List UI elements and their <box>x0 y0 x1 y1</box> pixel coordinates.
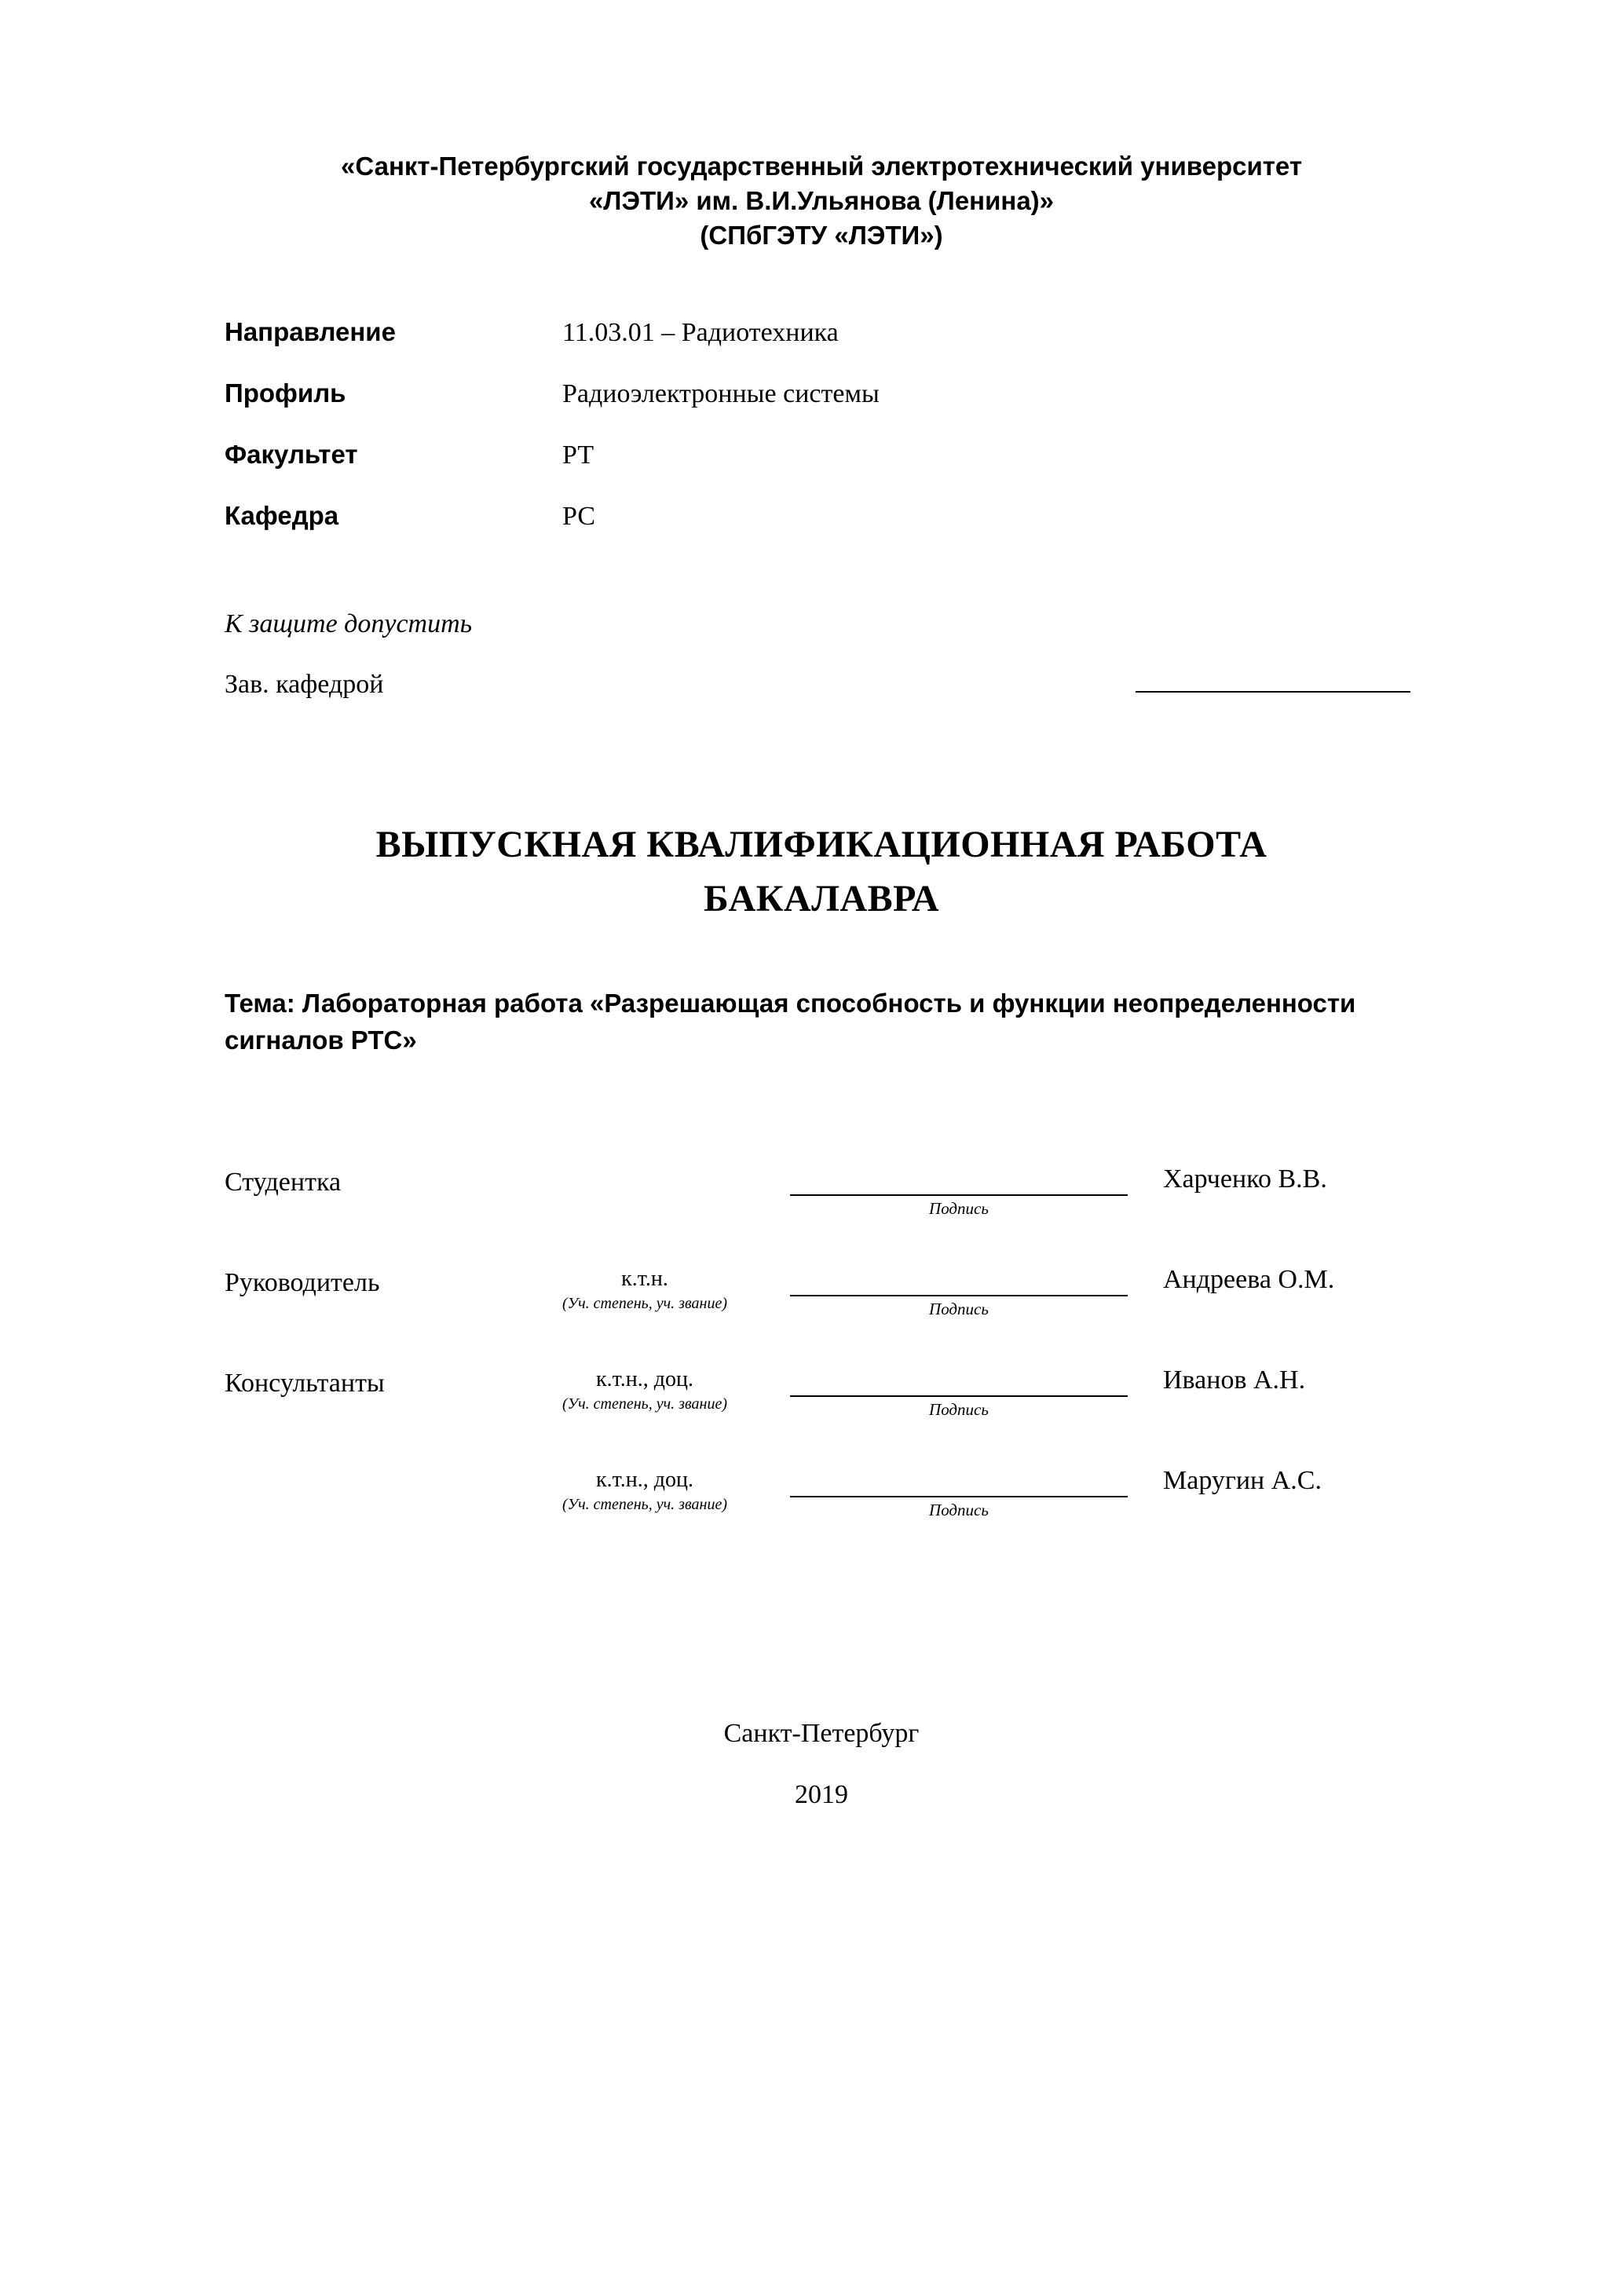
signature-name-consultant-2: Маругин А.С. <box>1163 1465 1322 1495</box>
signature-degree-note-consultant-2: (Уч. степень, уч. звание) <box>562 1495 727 1513</box>
signature-caption-supervisor: Подпись <box>929 1299 989 1318</box>
info-value-faculty: РТ <box>562 440 594 470</box>
signature-role-student: Студентка <box>225 1167 342 1197</box>
signature-line-consultant-2 <box>790 1463 1128 1497</box>
signature-block <box>225 1161 1418 1563</box>
signature-caption-consultant-1: Подпись <box>929 1399 989 1419</box>
signature-line-wrap-supervisor <box>790 1262 1128 1319</box>
info-label-profile: Профиль <box>225 378 346 408</box>
signature-caption-student: Подпись <box>929 1198 989 1218</box>
university-header-line-2: «ЛЭТИ» им. В.И.Ульянова (Ленина)» <box>588 185 1055 215</box>
info-row-faculty <box>225 440 1418 501</box>
page-footer <box>225 1720 1418 1808</box>
info-label-department: Кафедра <box>225 500 339 530</box>
thesis-theme: Тема: Лабораторная работа «Разрешающая способность и функции неопределенности сигналов РТС» <box>225 988 1356 1055</box>
signature-name-supervisor: Андреева О.М. <box>1163 1264 1335 1294</box>
admission-head-label: Зав. кафедрой <box>225 669 384 699</box>
program-info-block <box>225 317 1418 562</box>
signature-row-student <box>225 1161 1418 1262</box>
signature-line-supervisor <box>790 1262 1128 1296</box>
page-content <box>225 0 1418 1808</box>
signature-caption-consultant-2: Подпись <box>929 1500 989 1519</box>
info-label-direction: Направление <box>225 316 396 346</box>
signature-role-supervisor: Руководитель <box>225 1267 380 1297</box>
footer-city: Санкт-Петербург <box>723 1718 920 1748</box>
signature-row-consultant-2 <box>225 1463 1418 1563</box>
signature-degree-note-consultant-1: (Уч. степень, уч. звание) <box>562 1395 727 1413</box>
admission-note: К защите допустить <box>225 609 473 638</box>
signature-row-consultant-1 <box>225 1362 1418 1463</box>
info-value-direction: 11.03.01 – Радиотехника <box>562 317 839 347</box>
signature-line-wrap-consultant-2 <box>790 1463 1128 1520</box>
info-label-faculty: Факультет <box>225 439 358 469</box>
admission-head-row <box>225 667 1418 700</box>
signature-row-supervisor <box>225 1262 1418 1362</box>
document-title-line-2: БАКАЛАВРА <box>703 878 940 920</box>
signature-degree-note-supervisor: (Уч. степень, уч. звание) <box>562 1294 727 1312</box>
university-header-line-3: (СПбГЭТУ «ЛЭТИ») <box>700 220 943 250</box>
info-row-department <box>225 501 1418 562</box>
admission-signature-line <box>1136 667 1410 693</box>
document-title <box>225 817 1418 927</box>
signature-degree-consultant-1: к.т.н., доц. <box>596 1366 693 1391</box>
info-value-department: РС <box>562 501 596 531</box>
university-header-line-1: «Санкт-Петербургский государственный электротехнический университет <box>341 152 1302 181</box>
signature-name-student: Харченко В.В. <box>1163 1164 1327 1194</box>
signature-degree-consultant-2: к.т.н., доц. <box>596 1467 693 1492</box>
signature-line-student <box>790 1161 1128 1196</box>
signature-role-consultants: Консультанты <box>225 1368 385 1398</box>
info-row-direction <box>225 317 1418 378</box>
signature-degree-supervisor: к.т.н. <box>621 1266 668 1291</box>
info-row-profile <box>225 378 1418 440</box>
university-header <box>225 149 1418 253</box>
footer-year: 2019 <box>795 1779 848 1809</box>
signature-line-consultant-1 <box>790 1362 1128 1397</box>
signature-line-wrap-consultant-1 <box>790 1362 1128 1420</box>
document-title-line-1: ВЫПУСКНАЯ КВАЛИФИКАЦИОННАЯ РАБОТА <box>375 823 1267 865</box>
signature-line-wrap-student <box>790 1161 1128 1219</box>
signature-name-consultant-1: Иванов А.Н. <box>1163 1365 1306 1395</box>
admission-block <box>225 611 1418 700</box>
info-value-profile: Радиоэлектронные системы <box>562 378 880 408</box>
